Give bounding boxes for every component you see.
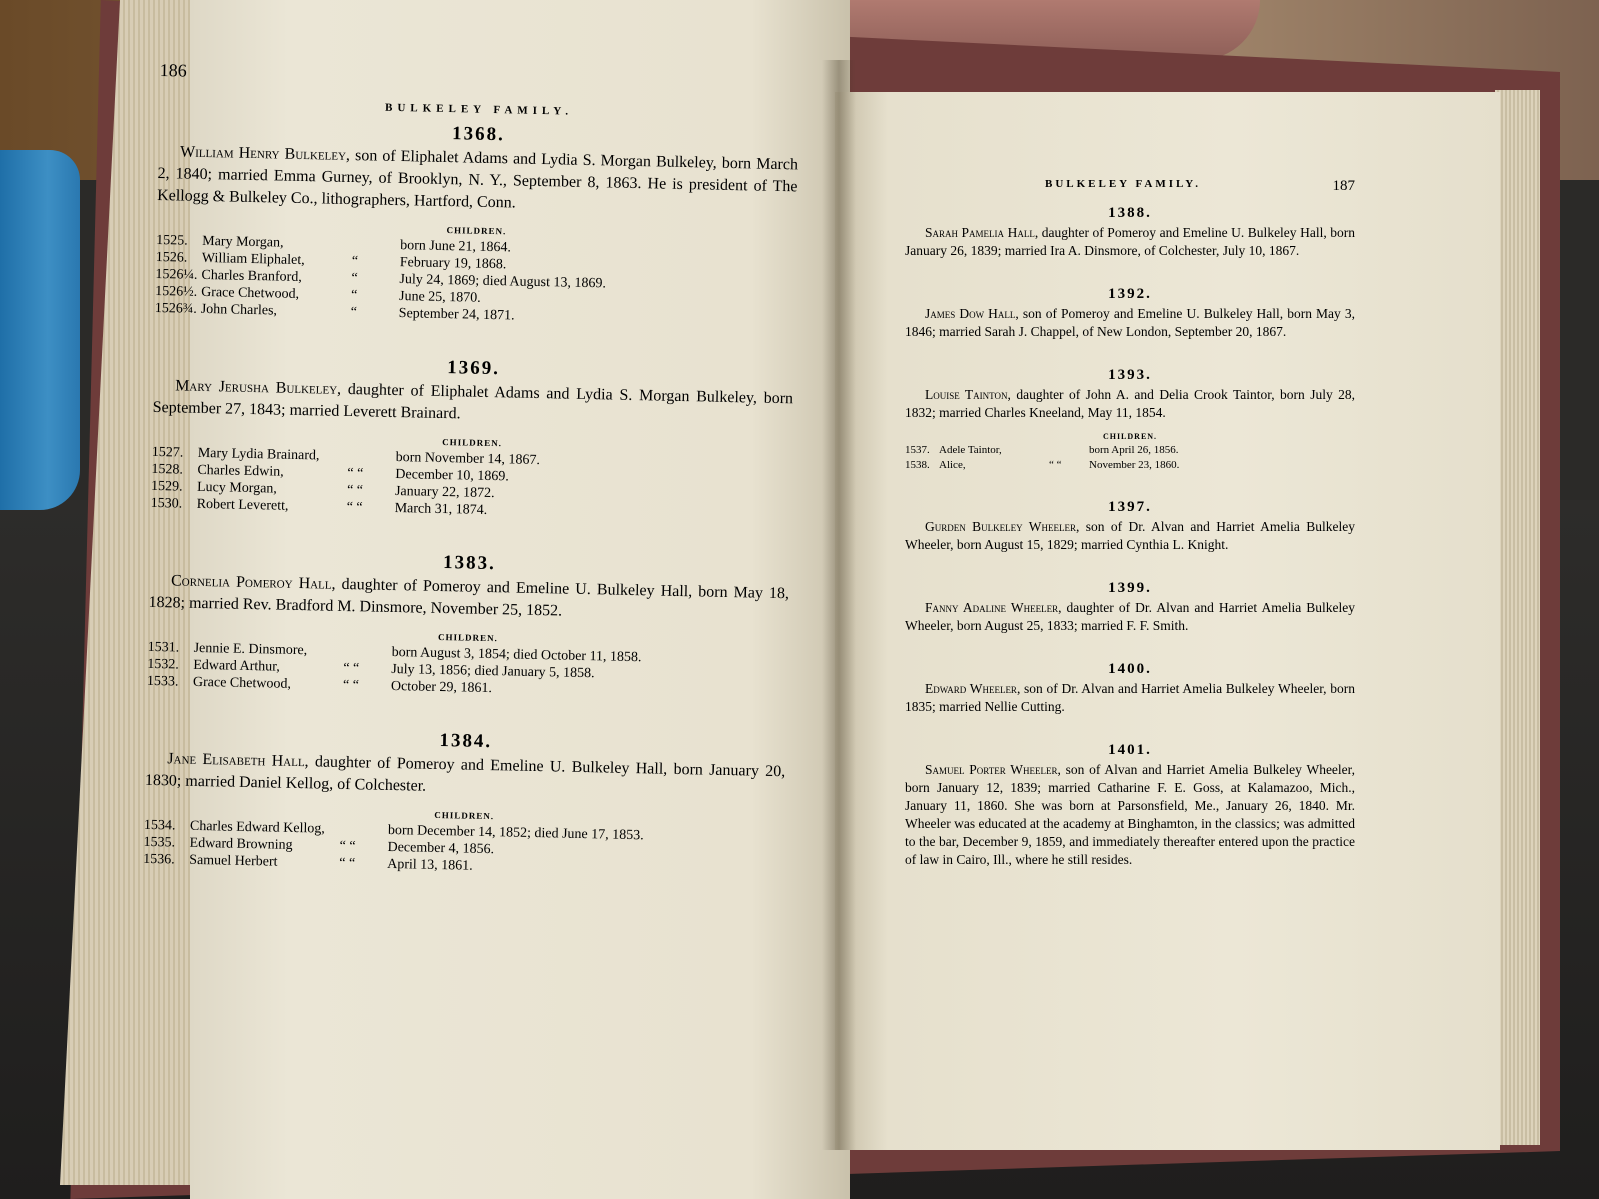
ditto-mark: “ “ — [343, 660, 360, 677]
child-number: 1534. — [143, 817, 176, 834]
child-number: 1526. — [155, 249, 188, 266]
ditto-mark: “ “ — [1049, 459, 1062, 471]
child-name: Robert Leverett, — [196, 496, 289, 514]
right-running-head — [905, 178, 1355, 195]
left-page-content — [143, 60, 800, 881]
children-heading: CHILDREN. — [434, 809, 495, 822]
children-heading: CHILDREN. — [437, 631, 498, 644]
ditto-mark — [343, 643, 391, 661]
entry-text: , son of Pomeroy and Emeline U. Bulkeley Hall, born May 3, 1846; married Sarah J. Chappel, of New London, September 20, 1867. — [905, 306, 1356, 339]
right-page-edges — [1495, 90, 1540, 1145]
children-heading: CHILDREN. — [1102, 432, 1158, 441]
child-number: 1526½. — [154, 283, 198, 300]
child-date: January 22, 1872. — [394, 484, 495, 502]
entry-name: Jane Elisabeth Hall — [167, 750, 305, 771]
child-date: born December 14, 1852; died June 17, 1853. — [387, 822, 644, 844]
child-name: Samuel Herbert — [189, 852, 278, 870]
child-name: Charles Branford, — [201, 267, 302, 286]
entry-number: 1369. — [447, 357, 501, 380]
child-number: 1528. — [151, 461, 184, 478]
child-date: February 19, 1868. — [399, 255, 507, 273]
child-date: April 13, 1861. — [387, 856, 473, 874]
entry-number: 1384. — [439, 730, 493, 753]
child-number: 1531. — [147, 639, 180, 656]
child-name: Mary Morgan, — [202, 233, 284, 251]
blue-fabric-background — [0, 150, 80, 510]
entry-name: Sarah Pamelia Hall — [925, 225, 1035, 240]
ditto-mark — [1049, 443, 1089, 458]
ditto-mark: “ — [351, 254, 359, 270]
running-head: BULKELEY FAMILY. — [1045, 178, 1201, 190]
entry-text: , daughter of Pomeroy and Emeline U. Bulkeley Hall, born May 18, 1828; married Rev. Bradford M. Dinsmore, November 25, 1852. — [148, 575, 790, 620]
entry-number: 1399. — [1108, 580, 1152, 596]
child-number: 1538. — [905, 459, 930, 471]
child-number: 1535. — [143, 834, 176, 851]
entry-name: Gurden Bulkeley Wheeler — [925, 519, 1076, 534]
entry-number: 1397. — [1108, 499, 1152, 515]
entry-name: Cornelia Pomeroy Hall — [170, 572, 332, 593]
child-date: October 29, 1861. — [390, 678, 493, 697]
page-number: 186 — [159, 60, 187, 81]
child-number: 1532. — [147, 656, 179, 673]
child-date: July 24, 1869; died August 13, 1869. — [399, 272, 607, 292]
child-name: Edward Browning — [189, 835, 293, 853]
child-number: 1529. — [150, 478, 183, 495]
child-name: Lucy Morgan, — [196, 479, 278, 497]
page-number: 187 — [1332, 178, 1355, 194]
entry-name: Mary Jerusha Bulkeley — [175, 377, 338, 398]
child-name: Charles Edward Kellog, — [189, 818, 326, 837]
entry-name: Samuel Porter Wheeler — [925, 762, 1058, 777]
entry-number: 1393. — [1108, 367, 1152, 383]
entry-number: 1392. — [1108, 286, 1152, 302]
entry-text: , son of Alvan and Harriet Amelia Bulkeley Wheeler, born January 12, 1839; married Catharine F. E. Goss, at Kalamazoo, Mich., January 11, 1860. She was born at Parsonsfield, Me., January 26, 1840. Mr. Wheeler was educated at the academy at Binghamton, in the classics; was admitted to the bar, December 9, 1859, and immediately thereafter entered upon the practice of law in Cairo, Ill., where he still resides. — [905, 762, 1355, 867]
entry-name: Fanny Adaline Wheeler — [925, 600, 1059, 615]
ditto-mark: “ — [350, 305, 358, 321]
child-name: Adele Taintor, — [939, 444, 1002, 456]
entry-paragraph — [157, 141, 798, 220]
entry-text: , son of Dr. Alvan and Harriet Amelia Bulkeley Wheeler, born 1835; married Nellie Cutting. — [905, 681, 1355, 714]
entry-number: 1388. — [1108, 205, 1152, 221]
child-date: born August 3, 1854; died October 11, 1858. — [391, 644, 642, 666]
entry-paragraph — [905, 386, 1355, 422]
child-date: born April 26, 1856. — [1089, 444, 1179, 456]
child-date: born November 14, 1867. — [395, 450, 541, 469]
entry-paragraph — [905, 680, 1355, 716]
ditto-mark: “ — [350, 288, 358, 304]
child-name: Grace Chetwood, — [192, 674, 292, 692]
entry-paragraph — [905, 518, 1355, 554]
child-number: 1530. — [150, 495, 183, 512]
entry-name: Louise Tainton — [925, 387, 1008, 402]
entry-name: William Henry Bulkeley — [179, 143, 347, 164]
child-name: Alice, — [939, 459, 966, 471]
child-date: November 23, 1860. — [1089, 459, 1180, 471]
child-number: 1526¼. — [155, 266, 198, 283]
ditto-mark — [340, 821, 388, 839]
children-heading: CHILDREN. — [442, 436, 503, 449]
ditto-mark: “ — [351, 271, 358, 287]
ditto-mark: “ “ — [342, 677, 360, 694]
entry-name: Edward Wheeler — [925, 681, 1017, 696]
child-date: July 13, 1856; died January 5, 1858. — [391, 661, 595, 682]
entry-number: 1401. — [1108, 742, 1152, 758]
ditto-mark — [348, 448, 396, 466]
entry-number: 1383. — [442, 552, 497, 575]
ditto-mark — [352, 236, 400, 254]
ditto-mark: “ “ — [346, 500, 363, 516]
right-page-content — [835, 92, 1500, 1150]
child-name: William Eliphalet, — [201, 250, 305, 269]
child-date: September 24, 1871. — [398, 306, 515, 324]
child-name: Charles Edwin, — [197, 462, 284, 480]
child-number: 1525. — [156, 232, 188, 249]
ditto-mark: “ “ — [347, 466, 364, 482]
entry-paragraph — [905, 224, 1355, 260]
child-name: John Charles, — [200, 301, 278, 319]
entry-text: , daughter of Eliphalet Adams and Lydia S. Morgan Bulkeley, born September 27, 1843; married Leverett Brainard. — [152, 380, 794, 423]
child-date: June 25, 1870. — [398, 289, 481, 306]
child-date: December 10, 1869. — [395, 467, 510, 485]
child-number: 1527. — [151, 444, 184, 461]
child-name: Grace Chetwood, — [200, 284, 300, 302]
entry-text: , daughter of Pomeroy and Emeline U. Bulkeley Hall, born January 20, 1830; married Daniel Kellog, of Colchester. — [144, 753, 786, 795]
child-row — [905, 443, 1355, 458]
entry-paragraph — [905, 761, 1355, 869]
entry-number: 1400. — [1108, 661, 1152, 677]
child-date: March 31, 1874. — [394, 501, 488, 518]
ditto-mark: “ “ — [346, 483, 364, 499]
child-number: 1536. — [143, 851, 175, 868]
child-number: 1526¾. — [154, 300, 197, 317]
entry-paragraph — [905, 599, 1355, 635]
ditto-mark: “ “ — [339, 838, 356, 855]
entry-text: , son of Dr. Alvan and Harriet Amelia Bulkeley Wheeler, born August 15, 1829; married Cynthia L. Knight. — [905, 519, 1355, 552]
entry-number: 1368. — [451, 123, 506, 146]
entry-text: , daughter of John A. and Delia Crook Taintor, born July 28, 1832; married Charles Kneeland, May 11, 1854. — [905, 387, 1356, 420]
child-number: 1537. — [905, 444, 930, 456]
children-heading: CHILDREN. — [446, 225, 507, 237]
entry-name: James Dow Hall — [925, 306, 1016, 321]
entry-text: , daughter of Pomeroy and Emeline U. Bulkeley Hall, born January 26, 1839; married Ira A. Dinsmore, of Colchester, July 10, 1867. — [905, 225, 1355, 258]
child-name: Jennie E. Dinsmore, — [193, 640, 308, 659]
entry-paragraph — [905, 305, 1355, 341]
child-name: Mary Lydia Brainard, — [197, 445, 320, 464]
running-head: BULKELEY FAMILY. — [384, 101, 574, 118]
ditto-mark: “ “ — [339, 855, 356, 872]
child-name: Edward Arthur, — [193, 657, 280, 675]
entry-text: , son of Eliphalet Adams and Lydia S. Morgan Bulkeley, born March 2, 1840; married Emma Gurney, of Brooklyn, N. Y., September 8, 1863. He is president of The Kellogg & Bulkeley Co., lithographers, Hartford, Conn. — [156, 146, 799, 212]
entry-text: , daughter of Dr. Alvan and Harriet Amelia Bulkeley Wheeler, born August 25, 1833; married F. F. Smith. — [905, 600, 1355, 633]
child-date: December 4, 1856. — [387, 839, 495, 858]
child-date: born June 21, 1864. — [400, 238, 512, 256]
child-number: 1533. — [146, 673, 179, 690]
child-row — [905, 458, 1355, 473]
